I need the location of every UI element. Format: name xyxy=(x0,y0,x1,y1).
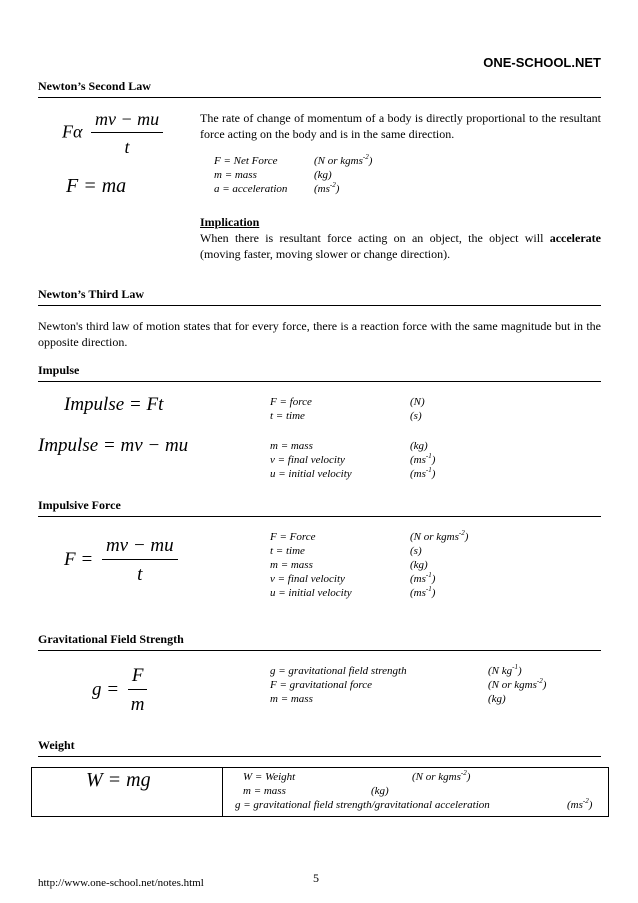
variable-row xyxy=(270,678,546,692)
weight-var-g xyxy=(235,799,490,811)
variable-row xyxy=(270,664,546,678)
section-title-weight: Weight xyxy=(38,738,601,757)
variable-row xyxy=(270,439,435,453)
unit-text: (N kg xyxy=(488,665,513,677)
second-law-variables xyxy=(214,154,372,196)
unit-text: (N or kgms xyxy=(488,679,537,691)
variable-unit xyxy=(410,558,468,572)
weight-var-m xyxy=(243,785,286,797)
variable-unit xyxy=(314,182,372,196)
unit-text: (N or kgms xyxy=(410,531,459,543)
variable-symbol: m = mass xyxy=(270,693,313,705)
variable-symbol: a = acceleration xyxy=(214,183,288,195)
equation-f-ma: F = ma xyxy=(66,175,127,197)
unit-tail: ) xyxy=(431,587,436,599)
unit-text: (N) xyxy=(410,396,425,408)
weight-unit-m xyxy=(371,785,389,797)
variable-row xyxy=(270,409,425,423)
variable-unit xyxy=(410,409,425,423)
unit-text: (kg) xyxy=(410,440,428,452)
variable-symbol: F = Force xyxy=(270,531,316,543)
variable-symbol: m = mass xyxy=(270,440,313,452)
unit-sup: -1 xyxy=(425,571,432,579)
eq-lhs: F xyxy=(62,121,73,142)
gravity-variables xyxy=(270,664,546,706)
var-symbol: W = Weight xyxy=(243,771,296,783)
unit-sup: -1 xyxy=(425,585,432,593)
unit-sup: -2 xyxy=(362,153,369,161)
variable-unit xyxy=(488,664,546,678)
variable-unit xyxy=(410,467,435,481)
unit-sup: -1 xyxy=(425,466,432,474)
variable-row xyxy=(270,395,425,409)
variable-unit xyxy=(410,530,468,544)
unit-tail: ) xyxy=(368,155,373,167)
weight-unit-w xyxy=(412,771,470,783)
unit-tail: ) xyxy=(464,531,469,543)
unit-sup: -2 xyxy=(458,529,465,537)
equation-impulse-ft: Impulse = Ft xyxy=(64,394,164,415)
second-law-statement: The rate of change of momentum of a body is directly proportional to the resultant force acting on the body and is in the same direction. xyxy=(200,111,601,141)
unit-text: (N or kgms xyxy=(314,155,363,167)
unit-text: (kg) xyxy=(488,693,506,705)
impulse-variables-2 xyxy=(270,439,435,481)
implication-block xyxy=(200,214,601,262)
variable-row xyxy=(270,572,468,586)
equation-g-f-m xyxy=(92,665,147,716)
variable-unit xyxy=(314,154,372,168)
var-symbol: m = mass xyxy=(243,785,286,797)
variable-symbol: t = time xyxy=(270,410,305,422)
variable-row xyxy=(270,692,546,706)
section-title-impulsive-force: Impulsive Force xyxy=(38,498,601,517)
unit-text: (kg) xyxy=(410,559,428,571)
weight-box xyxy=(31,767,609,817)
variable-symbol: F = gravitational force xyxy=(270,679,373,691)
eq-numerator: F xyxy=(128,665,148,690)
unit-tail: ) xyxy=(335,183,340,195)
variable-symbol: g = gravitational field strength xyxy=(270,665,407,677)
unit-sup: -2 xyxy=(329,181,336,189)
unit-tail: ) xyxy=(431,468,436,480)
unit-tail: ) xyxy=(517,665,522,677)
implication-text-post: (moving faster, moving slower or change direction). xyxy=(200,247,451,261)
variable-unit xyxy=(410,453,435,467)
variable-row xyxy=(270,586,468,600)
var-unit: (N or kgms xyxy=(412,771,461,783)
var-symbol: g = gravitational field strength/gravitational acceleration xyxy=(235,799,490,811)
variable-symbol: m = mass xyxy=(214,169,257,181)
variable-symbol: u = initial velocity xyxy=(270,587,352,599)
variable-symbol: m = mass xyxy=(270,559,313,571)
variable-symbol: F = force xyxy=(270,396,312,408)
page-number: 5 xyxy=(313,871,319,885)
footer-url: http://www.one-school.net/notes.html xyxy=(38,877,204,889)
section-title-third-law: Newton’s Third Law xyxy=(38,287,601,306)
var-unit-tail: ) xyxy=(588,799,593,811)
var-unit: (ms xyxy=(567,799,583,811)
variable-unit xyxy=(488,692,546,706)
variable-symbol: t = time xyxy=(270,545,305,557)
var-unit: (kg) xyxy=(371,785,389,797)
variable-unit xyxy=(488,678,546,692)
unit-tail: ) xyxy=(431,573,436,585)
unit-text: (s) xyxy=(410,545,422,557)
variable-row xyxy=(270,544,468,558)
variable-row xyxy=(270,530,468,544)
unit-text: (ms xyxy=(410,587,426,599)
variable-row xyxy=(214,154,372,168)
unit-text: (ms xyxy=(410,468,426,480)
unit-text: (ms xyxy=(410,454,426,466)
variable-symbol: u = initial velocity xyxy=(270,468,352,480)
implication-text-bold: accelerate xyxy=(549,231,601,245)
unit-sup: -1 xyxy=(425,452,432,460)
variable-unit xyxy=(410,544,468,558)
unit-text: (ms xyxy=(410,573,426,585)
eq-lhs: g = xyxy=(92,678,120,700)
variable-symbol: F = Net Force xyxy=(214,155,278,167)
unit-tail: ) xyxy=(431,454,436,466)
equation-w-mg: W = mg xyxy=(86,769,151,791)
variable-row xyxy=(214,182,372,196)
var-unit-sup: -2 xyxy=(582,797,589,805)
eq-denominator: m xyxy=(130,694,145,715)
variable-symbol: v = final velocity xyxy=(270,573,345,585)
variable-unit xyxy=(410,572,468,586)
var-unit-sup: -2 xyxy=(460,769,467,777)
eq-numerator: mv − mu xyxy=(91,109,163,133)
variable-unit xyxy=(410,395,425,409)
eq-denominator: t xyxy=(124,137,130,157)
unit-text: (ms xyxy=(314,183,330,195)
unit-text: (kg) xyxy=(314,169,332,181)
unit-sup: -2 xyxy=(536,677,543,685)
implication-title: Implication xyxy=(200,215,260,229)
weight-box-divider xyxy=(222,768,223,816)
equation-impulse-mv: Impulse = mv − mu xyxy=(38,435,189,456)
unit-text: (s) xyxy=(410,410,422,422)
eq-prop-symbol: α xyxy=(73,121,83,142)
implication-text-pre: When there is resultant force acting on an object, the object will xyxy=(200,231,550,245)
variable-unit xyxy=(410,586,468,600)
eq-numerator: mv − mu xyxy=(102,535,178,560)
variable-row xyxy=(270,453,435,467)
unit-tail: ) xyxy=(542,679,547,691)
variable-row xyxy=(214,168,372,182)
section-title-gravitational-field: Gravitational Field Strength xyxy=(38,632,601,651)
eq-lhs: F = xyxy=(64,548,94,570)
variable-unit xyxy=(410,439,435,453)
weight-unit-g xyxy=(567,799,592,811)
equation-impulsive-force xyxy=(64,535,178,586)
section-title-impulse: Impulse xyxy=(38,363,601,382)
unit-sup: -1 xyxy=(512,663,518,671)
section-title-second-law: Newton’s Second Law xyxy=(38,79,601,98)
eq-denominator: t xyxy=(137,564,143,585)
variable-symbol: v = final velocity xyxy=(270,454,345,466)
variable-row xyxy=(270,558,468,572)
var-unit-tail: ) xyxy=(466,771,471,783)
impulsive-force-variables xyxy=(270,530,468,600)
impulse-variables-1 xyxy=(270,395,425,423)
weight-var-w xyxy=(243,771,295,783)
site-brand: ONE-SCHOOL.NET xyxy=(483,55,601,70)
variable-unit xyxy=(314,168,372,182)
variable-row xyxy=(270,467,435,481)
equation-proportional xyxy=(62,109,163,158)
third-law-text: Newton's third law of motion states that for every force, there is a reaction force with the same magnitude but in the opposite direction. xyxy=(38,319,601,349)
